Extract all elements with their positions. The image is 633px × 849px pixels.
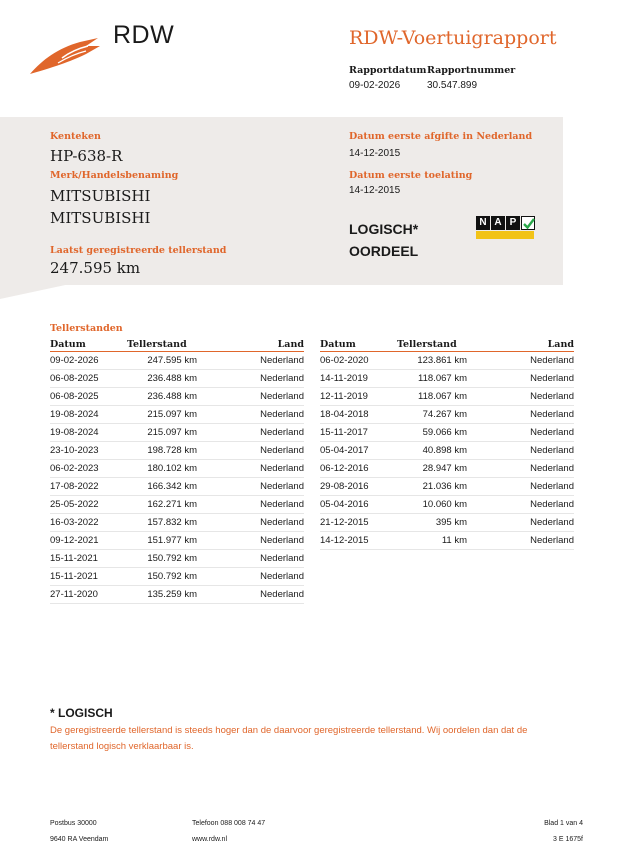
col-land: Land [203, 338, 304, 352]
cell-datum: 21-12-2015 [320, 514, 397, 532]
vehicle-panel-slant [0, 284, 70, 299]
table-row [50, 388, 304, 406]
footer-postbus: Postbus 30000 [50, 820, 97, 827]
merk-value: MITSUBISHI [50, 187, 151, 205]
cell-datum: 15-11-2017 [320, 424, 397, 442]
report-title: RDW-Voertuigrapport [349, 27, 557, 49]
footer-code: 3 E 1675f [553, 836, 583, 843]
rapportdatum-value: 09-02-2026 [349, 80, 401, 91]
cell-tellerstand: 11 km [397, 532, 473, 550]
cell-land: Nederland [203, 352, 304, 370]
cell-land: Nederland [203, 550, 304, 568]
table-row [50, 370, 304, 388]
cell-datum: 14-11-2019 [320, 370, 397, 388]
cell-land: Nederland [473, 532, 574, 550]
cell-land: Nederland [473, 496, 574, 514]
cell-land: Nederland [203, 478, 304, 496]
table-row [50, 586, 304, 604]
cell-datum: 05-04-2017 [320, 442, 397, 460]
cell-land: Nederland [203, 388, 304, 406]
table-row [320, 442, 574, 460]
cell-datum: 14-12-2015 [320, 532, 397, 550]
nap-letter-a: A [491, 216, 505, 230]
rapportnummer-label: Rapportnummer [427, 65, 516, 76]
rapportdatum-label: Rapportdatum [349, 65, 427, 76]
cell-datum: 12-11-2019 [320, 388, 397, 406]
cell-datum: 19-08-2024 [50, 424, 127, 442]
cell-land: Nederland [203, 514, 304, 532]
cell-land: Nederland [473, 478, 574, 496]
cell-datum: 06-08-2025 [50, 370, 127, 388]
cell-land: Nederland [203, 496, 304, 514]
cell-datum: 06-12-2016 [320, 460, 397, 478]
cell-datum: 06-08-2025 [50, 388, 127, 406]
cell-land: Nederland [203, 442, 304, 460]
verdict-line2: OORDEEL [349, 243, 419, 259]
table-row [320, 532, 574, 550]
cell-land: Nederland [203, 532, 304, 550]
cell-tellerstand: 40.898 km [397, 442, 473, 460]
cell-land: Nederland [203, 460, 304, 478]
table-row [50, 496, 304, 514]
table-row [50, 568, 304, 586]
afgifte-value: 14-12-2015 [349, 148, 401, 159]
table-row [320, 424, 574, 442]
nap-logo [476, 216, 534, 240]
table-row [320, 370, 574, 388]
cell-datum: 06-02-2023 [50, 460, 127, 478]
cell-tellerstand: 166.342 km [127, 478, 203, 496]
cell-datum: 15-11-2021 [50, 550, 127, 568]
cell-tellerstand: 236.488 km [127, 388, 203, 406]
cell-tellerstand: 150.792 km [127, 550, 203, 568]
cell-tellerstand: 10.060 km [397, 496, 473, 514]
tellerstanden-table-left [50, 338, 304, 604]
cell-tellerstand: 118.067 km [397, 370, 473, 388]
table-row [50, 442, 304, 460]
table-row [50, 406, 304, 424]
table-row [50, 514, 304, 532]
col-datum: Datum [320, 338, 397, 352]
table-row [50, 550, 304, 568]
nap-letter-p: P [506, 216, 520, 230]
cell-datum: 09-02-2026 [50, 352, 127, 370]
table-row [320, 388, 574, 406]
footer-blad: Blad 1 van 4 [544, 820, 583, 827]
cell-datum: 23-10-2023 [50, 442, 127, 460]
table-row [50, 532, 304, 550]
cell-datum: 27-11-2020 [50, 586, 127, 604]
nap-letter-n: N [476, 216, 490, 230]
cell-land: Nederland [473, 388, 574, 406]
cell-tellerstand: 157.832 km [127, 514, 203, 532]
merk-label: Merk/Handelsbenaming [50, 170, 179, 181]
col-land: Land [473, 338, 574, 352]
logo-text: RDW [113, 21, 175, 49]
cell-land: Nederland [473, 442, 574, 460]
tellerstanden-title: Tellerstanden [50, 323, 123, 334]
rdw-logo-icon [28, 30, 104, 76]
afgifte-label: Datum eerste afgifte in Nederland [349, 131, 533, 142]
footer-address: 9640 RA Veendam [50, 836, 109, 843]
cell-land: Nederland [203, 370, 304, 388]
kenteken-label: Kenteken [50, 131, 101, 142]
cell-tellerstand: 151.977 km [127, 532, 203, 550]
table-row [320, 352, 574, 370]
col-datum: Datum [50, 338, 127, 352]
table-row [50, 352, 304, 370]
cell-tellerstand: 74.267 km [397, 406, 473, 424]
cell-tellerstand: 236.488 km [127, 370, 203, 388]
tellerstand-value: 247.595 km [50, 259, 141, 277]
cell-tellerstand: 28.947 km [397, 460, 473, 478]
cell-datum: 18-04-2018 [320, 406, 397, 424]
cell-tellerstand: 135.259 km [127, 586, 203, 604]
table-row [50, 460, 304, 478]
cell-datum: 06-02-2020 [320, 352, 397, 370]
cell-tellerstand: 59.066 km [397, 424, 473, 442]
table-row [320, 460, 574, 478]
col-tellerstand: Tellerstand [127, 338, 203, 352]
table-row [50, 478, 304, 496]
table-row [320, 406, 574, 424]
cell-land: Nederland [473, 406, 574, 424]
handelsbenaming-value: MITSUBISHI [50, 209, 151, 227]
cell-land: Nederland [203, 568, 304, 586]
cell-land: Nederland [473, 460, 574, 478]
table-row [50, 424, 304, 442]
nap-bar [476, 231, 534, 239]
cell-tellerstand: 395 km [397, 514, 473, 532]
cell-tellerstand: 21.036 km [397, 478, 473, 496]
cell-land: Nederland [203, 586, 304, 604]
cell-tellerstand: 123.861 km [397, 352, 473, 370]
table-row [320, 478, 574, 496]
cell-tellerstand: 215.097 km [127, 406, 203, 424]
col-tellerstand: Tellerstand [397, 338, 473, 352]
tellerstanden-table-right [320, 338, 574, 550]
footer-telefoon: Telefoon 088 008 74 47 [192, 820, 266, 827]
footnote-text: De geregistreerde tellerstand is steeds hoger dan de daarvoor geregistreerde tellerstand. Wij oordelen dan dat de tellerstand logisch verklaarbaar is. [50, 725, 528, 752]
verdict-line1: LOGISCH* [349, 221, 419, 237]
tellerstand-label: Laatst geregistreerde tellerstand [50, 245, 227, 256]
cell-datum: 09-12-2021 [50, 532, 127, 550]
footer-web-link[interactable]: www.rdw.nl [192, 836, 228, 843]
cell-tellerstand: 150.792 km [127, 568, 203, 586]
cell-datum: 17-08-2022 [50, 478, 127, 496]
cell-tellerstand: 247.595 km [127, 352, 203, 370]
cell-datum: 25-05-2022 [50, 496, 127, 514]
cell-land: Nederland [203, 424, 304, 442]
nap-check-icon [521, 216, 535, 230]
cell-land: Nederland [473, 424, 574, 442]
cell-tellerstand: 118.067 km [397, 388, 473, 406]
footnote-title: * LOGISCH [50, 706, 113, 720]
table-row [320, 514, 574, 532]
cell-land: Nederland [473, 370, 574, 388]
cell-tellerstand: 180.102 km [127, 460, 203, 478]
table-row [320, 496, 574, 514]
cell-datum: 15-11-2021 [50, 568, 127, 586]
kenteken-value: HP-638-R [50, 147, 123, 165]
rapportnummer-value: 30.547.899 [427, 80, 478, 91]
cell-datum: 19-08-2024 [50, 406, 127, 424]
cell-land: Nederland [473, 352, 574, 370]
cell-datum: 05-04-2016 [320, 496, 397, 514]
cell-land: Nederland [473, 514, 574, 532]
cell-land: Nederland [203, 406, 304, 424]
toelating-value: 14-12-2015 [349, 185, 401, 196]
cell-datum: 16-03-2022 [50, 514, 127, 532]
cell-tellerstand: 215.097 km [127, 424, 203, 442]
toelating-label: Datum eerste toelating [349, 170, 473, 181]
cell-tellerstand: 162.271 km [127, 496, 203, 514]
cell-tellerstand: 198.728 km [127, 442, 203, 460]
cell-datum: 29-08-2016 [320, 478, 397, 496]
